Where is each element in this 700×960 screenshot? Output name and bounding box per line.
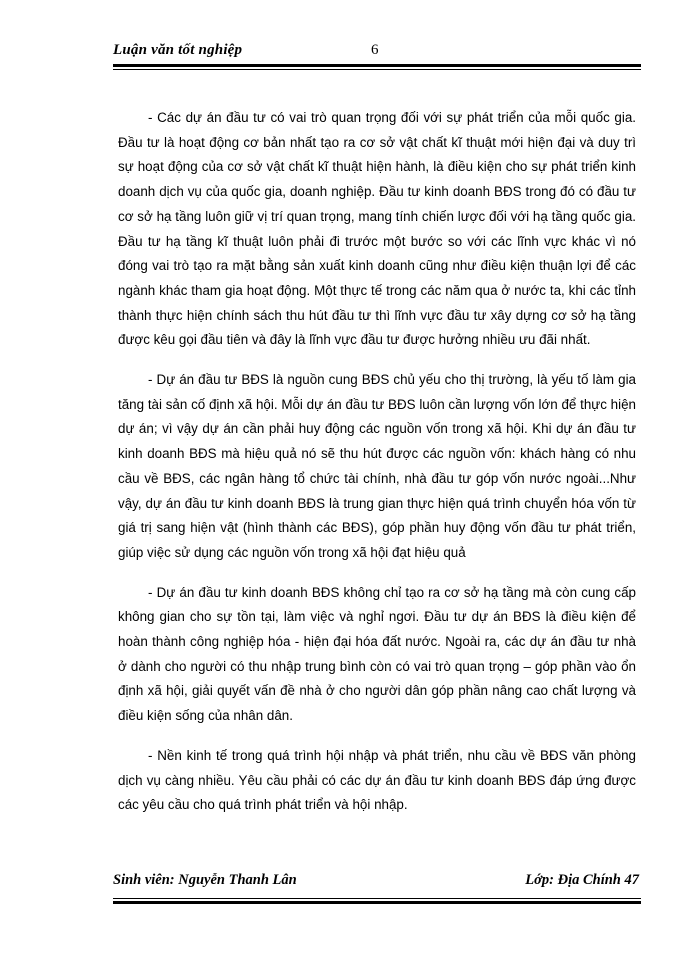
page-number: 6 (371, 42, 379, 58)
page-header (113, 40, 641, 64)
footer-student: Sinh viên: Nguyễn Thanh Lân (113, 872, 297, 888)
paragraph-role-of-projects: - Các dự án đầu tư có vai trò quan trọng đối với sự phát triển của mỗi quốc gia. Đầu tư là hoạt động cơ bản nhất tạo ra cơ sở vật chất kĩ thuật mới hiện đại và duy trì sự hoạt động của cơ sở vật chất kĩ thuật hiện hành, là điều kiện cho sự phát triển kinh doanh dịch vụ của quốc gia, doanh nghiệp. Đầu tư kinh doanh BĐS trong đó có đầu tư cơ sở hạ tầng luôn giữ vị trí quan trọng, mang tính chiến lược đối với hạ tầng quốc gia. Đầu tư hạ tầng kĩ thuật luôn phải đi trước một bước so với các lĩnh vực khác vì nó đóng vai trò tạo ra mặt bằng sản xuất kinh doanh cũng như điều kiện thuận lợi để các ngành khác tham gia hoạt động. Một thực tế trong các năm qua ở nước ta, khi các tỉnh thành thực hiện chính sách thu hút đầu tư thì lĩnh vực đầu tư xây dựng cơ sở hạ tầng được kêu gọi đầu tiên và đây là lĩnh vực đầu tư được hưởng nhiều ưu đãi nhất. (118, 110, 636, 348)
paragraph-integration-demand: - Nền kinh tế trong quá trình hội nhập và phát triển, nhu cầu về BĐS văn phòng dịch vụ càng nhiều. Yêu cầu phải có các dự án đầu tư kinh doanh BĐS đáp ứng được các yêu cầu cho quá trình phát triển và hội nhập. (118, 747, 636, 813)
paragraph-real-estate-supply: - Dự án đầu tư BĐS là nguồn cung BĐS chủ yếu cho thị trường, là yếu tố làm gia tăng tài sản cố định xã hội. Mỗi dự án đầu tư BĐS luôn cần lượng vốn lớn để thực hiện dự án; vì vậy dự án cần phải huy động các nguồn vốn trong xã hội. Khi dự án đầu tư kinh doanh BĐS mà hiệu quả nó sẽ thu hút được các nguồn vốn: khách hàng có nhu cầu về BĐS, các ngân hàng tổ chức tài chính, nhà đầu tư góp vốn nước ngoài...Như vậy, dự án đầu tư kinh doanh BĐS là trung gian thực hiện quá trình chuyển hóa vốn từ giá trị sang hiện vật (hình thành các BĐS), góp phần huy động vốn đầu tư phát triển, giúp việc sử dụng các nguồn vốn trong xã hội đạt hiệu quả (118, 372, 636, 560)
footer-class: Lớp: Địa Chính 47 (525, 872, 639, 888)
header-rule (113, 64, 641, 70)
header-title: Luận văn tốt nghiệp (113, 42, 243, 58)
page-footer (113, 872, 641, 894)
footer-rule (113, 898, 641, 904)
document-body (118, 106, 636, 833)
paragraph-living-space: - Dự án đầu tư kinh doanh BĐS không chỉ tạo ra cơ sở hạ tầng mà còn cung cấp không gian cho sự tồn tại, làm việc và nghỉ ngơi. Đầu tư dự án BĐS là điều kiện để hoàn thành công nghiệp hóa - hiện đại hóa đất nước. Ngoài ra, các dự án đầu tư nhà ở dành cho người có thu nhập trung bình còn có vai trò quan trọng – góp phần vào ổn định xã hội, giải quyết vấn đề nhà ở cho người dân góp phần nâng cao chất lượng và điều kiện sống của nhân dân. (118, 584, 636, 724)
